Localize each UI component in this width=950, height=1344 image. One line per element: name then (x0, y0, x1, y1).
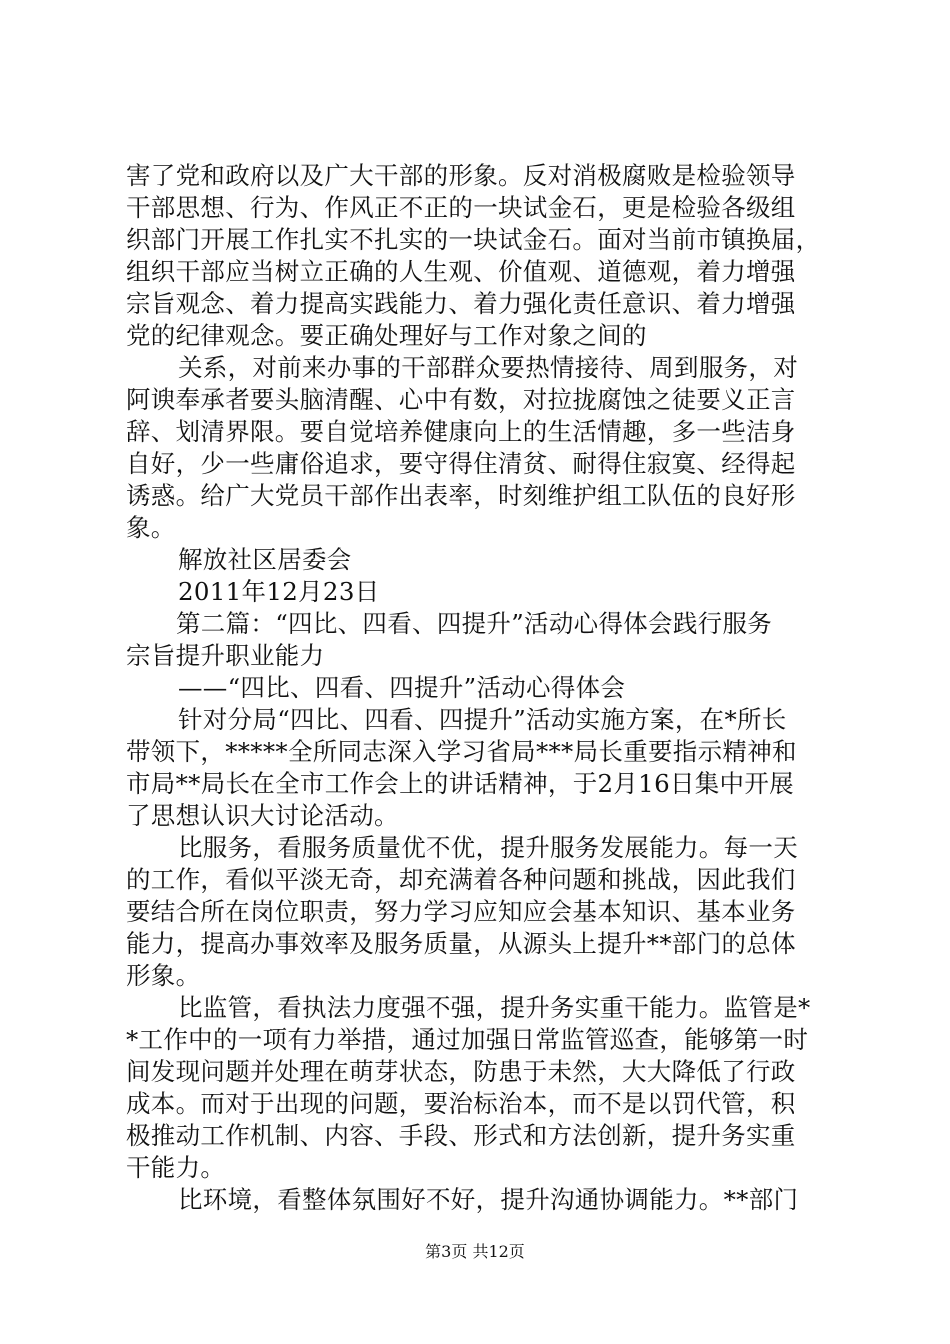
text-line: 干能力。 (126, 1153, 226, 1182)
text-line: 党的纪律观念。要正确处理好与工作对象之间的 (126, 321, 647, 350)
text-line: 组织干部应当树立正确的人生观、价值观、道德观，着力增强 (126, 257, 796, 286)
text-line: 自好，少一些庸俗追求，要守得住清贫、耐得住寂寞、经得起 (126, 449, 796, 478)
text-line: 市局**局长在全市工作会上的讲话精神，于2月16日集中开展 (126, 769, 794, 798)
paragraph-first-line: 比监管，看执法力度强不强，提升务实重干能力。监管是* (178, 993, 811, 1022)
signature-date: 2011年12月23日 (178, 577, 380, 606)
text-line: 诱惑。给广大党员干部作出表率，时刻维护组工队伍的良好形 (126, 481, 796, 510)
document-body (126, 160, 826, 1216)
section-title-line: 宗旨提升职业能力 (126, 641, 325, 670)
text-line: 间发现问题并处理在萌芽状态，防患于未然，大大降低了行政 (126, 1057, 796, 1086)
text-line: 带领下，*****全所同志深入学习省局***局长重要指示精神和 (126, 737, 797, 766)
text-line: 阿谀奉承者要头脑清醒、心中有数，对拉拢腐蚀之徒要义正言 (126, 385, 796, 414)
section-title-line: 第二篇：“四比、四看、四提升”活动心得体会践行服务 (176, 609, 773, 638)
section-subtitle: ——“四比、四看、四提升”活动心得体会 (178, 673, 626, 702)
paragraph-first-line: 比环境，看整体氛围好不好，提升沟通协调能力。**部门 (178, 1185, 799, 1214)
text-line: 了思想认识大讨论活动。 (126, 801, 399, 830)
text-line: 害了党和政府以及广大干部的形象。反对消极腐败是检验领导 (126, 161, 796, 190)
text-line: 要结合所在岗位职责，努力学习应知应会基本知识、基本业务 (126, 897, 796, 926)
text-line: 的工作，看似平淡无奇，却充满着各种问题和挑战，因此我们 (126, 865, 796, 894)
text-line: 织部门开展工作扎实不扎实的一块试金石。面对当前市镇换届， (126, 225, 821, 254)
page-number: 第3页 共12页 (425, 1242, 525, 1261)
paragraph-first-line: 针对分局“四比、四看、四提升”活动实施方案，在*所长 (178, 705, 787, 734)
text-line: 能力，提高办事效率及服务质量，从源头上提升**部门的总体 (126, 929, 796, 958)
text-line: 象。 (126, 513, 176, 542)
page-footer (0, 1242, 950, 1262)
paragraph-first-line: 比服务，看服务质量优不优，提升服务发展能力。每一天 (178, 833, 798, 862)
text-line: 形象。 (126, 961, 201, 990)
text-line: 辞、划清界限。要自觉培养健康向上的生活情趣，多一些洁身 (126, 417, 796, 446)
text-line: *工作中的一项有力举措，通过加强日常监管巡查，能够第一时 (126, 1025, 809, 1054)
text-line: 宗旨观念、着力提高实践能力、着力强化责任意识、着力增强 (126, 289, 796, 318)
text-line: 干部思想、行为、作风正不正的一块试金石，更是检验各级组 (126, 193, 796, 222)
paragraph-first-line: 关系，对前来办事的干部群众要热情接待、周到服务，对 (178, 353, 798, 382)
text-line: 成本。而对于出现的问题，要治标治本，而不是以罚代管，积 (126, 1089, 796, 1118)
signature-organization: 解放社区居委会 (178, 545, 352, 574)
text-line: 极推动工作机制、内容、手段、形式和方法创新，提升务实重 (126, 1121, 796, 1150)
